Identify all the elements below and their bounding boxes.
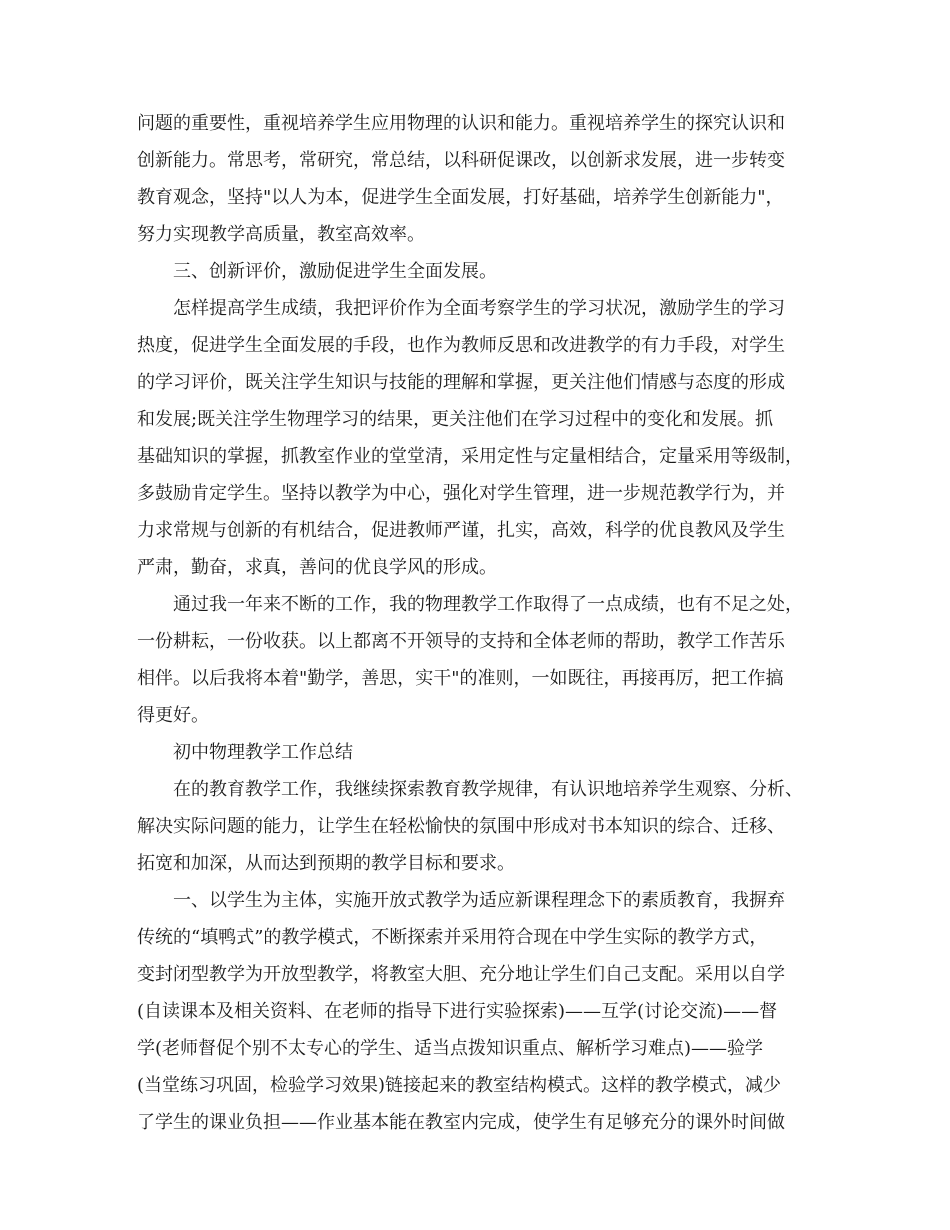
text-line: (自读课本及相关资料、在老师的指导下进行实验探索)——互学(讨论交流)——督 — [137, 1001, 778, 1022]
text-line: 得更好。 — [137, 705, 209, 726]
text-line: 相伴。以后我将本着"勤学，善思，实干"的准则，一如既往，再接再厉，把工作搞 — [137, 668, 784, 689]
text-line: 教育观念，坚持"以人为本，促进学生全面发展，打好基础，培养学生创新能力"， — [137, 187, 784, 208]
text-line: 在的教育教学工作，我继续探索教育教学规律，有认识地培养学生观察、分析、 — [173, 779, 803, 800]
text-line: 创新能力。常思考，常研究，常总结，以科研促课改，以创新求发展，进一步转变 — [137, 150, 785, 171]
text-line: 拓宽和加深，从而达到预期的教学目标和要求。 — [137, 853, 515, 874]
text-line: 基础知识的掌握，抓教室作业的堂堂清，采用定性与定量相结合，定量采用等级制， — [137, 446, 803, 467]
text-line: 一份耕耘，一份收获。以上都离不开领导的支持和全体老师的帮助，教学工作苦乐 — [137, 631, 785, 652]
text-line: 解决实际问题的能力，让学生在轻松愉快的氛围中形成对书本知识的综合、迁移、 — [137, 816, 785, 837]
text-line: 变封闭型教学为开放型教学，将教室大胆、充分地让学生们自己支配。采用以自学 — [137, 964, 785, 985]
text-line: 多鼓励肯定学生。坚持以教学为中心，强化对学生管理，进一步规范教学行为，并 — [137, 483, 785, 504]
text-line: 的学习评价，既关注学生知识与技能的理解和掌握，更关注他们情感与态度的形成 — [137, 372, 785, 393]
text-line: 学(老师督促个别不太专心的学生、适当点拨知识重点、解析学习难点)——验学 — [137, 1038, 764, 1059]
text-line: 严肃，勤奋，求真，善问的优良学风的形成。 — [137, 557, 497, 578]
text-line: 通过我一年来不断的工作，我的物理教学工作取得了一点成绩，也有不足之处， — [173, 594, 803, 615]
text-line: 力求常规与创新的有机结合，促进教师严谨，扎实，高效，科学的优良教风及学生 — [137, 520, 785, 541]
text-line: 努力实现教学高质量，教室高效率。 — [137, 224, 425, 245]
text-line: 和发展;既关注学生物理学习的结果，更关注他们在学习过程中的变化和发展。抓 — [137, 409, 774, 430]
text-line: 一、以学生为主体，实施开放式教学为适应新课程理念下的素质教育，我摒弃 — [173, 890, 785, 911]
text-line: 问题的重要性，重视培养学生应用物理的认识和能力。重视培养学生的探究认识和 — [137, 113, 785, 134]
text-line: 热度，促进学生全面发展的手段，也作为教师反思和改进教学的有力手段，对学生 — [137, 335, 785, 356]
text-line: (当堂练习巩固，检验学习效果)链接起来的教室结构模式。这样的教学模式，减少 — [137, 1075, 782, 1096]
text-line: 传统的“填鸭式”的教学模式，不断探索并采用符合现在中学生实际的教学方式， — [137, 927, 768, 948]
text-line: 了学生的课业负担——作业基本能在教室内完成，使学生有足够充分的课外时间做 — [137, 1112, 785, 1133]
text-line: 怎样提高学生成绩，我把评价作为全面考察学生的学习状况，激励学生的学习 — [173, 298, 785, 319]
section-heading: 三、创新评价，激励促进学生全面发展。 — [173, 261, 497, 282]
document-title: 初中物理教学工作总结 — [173, 742, 353, 763]
